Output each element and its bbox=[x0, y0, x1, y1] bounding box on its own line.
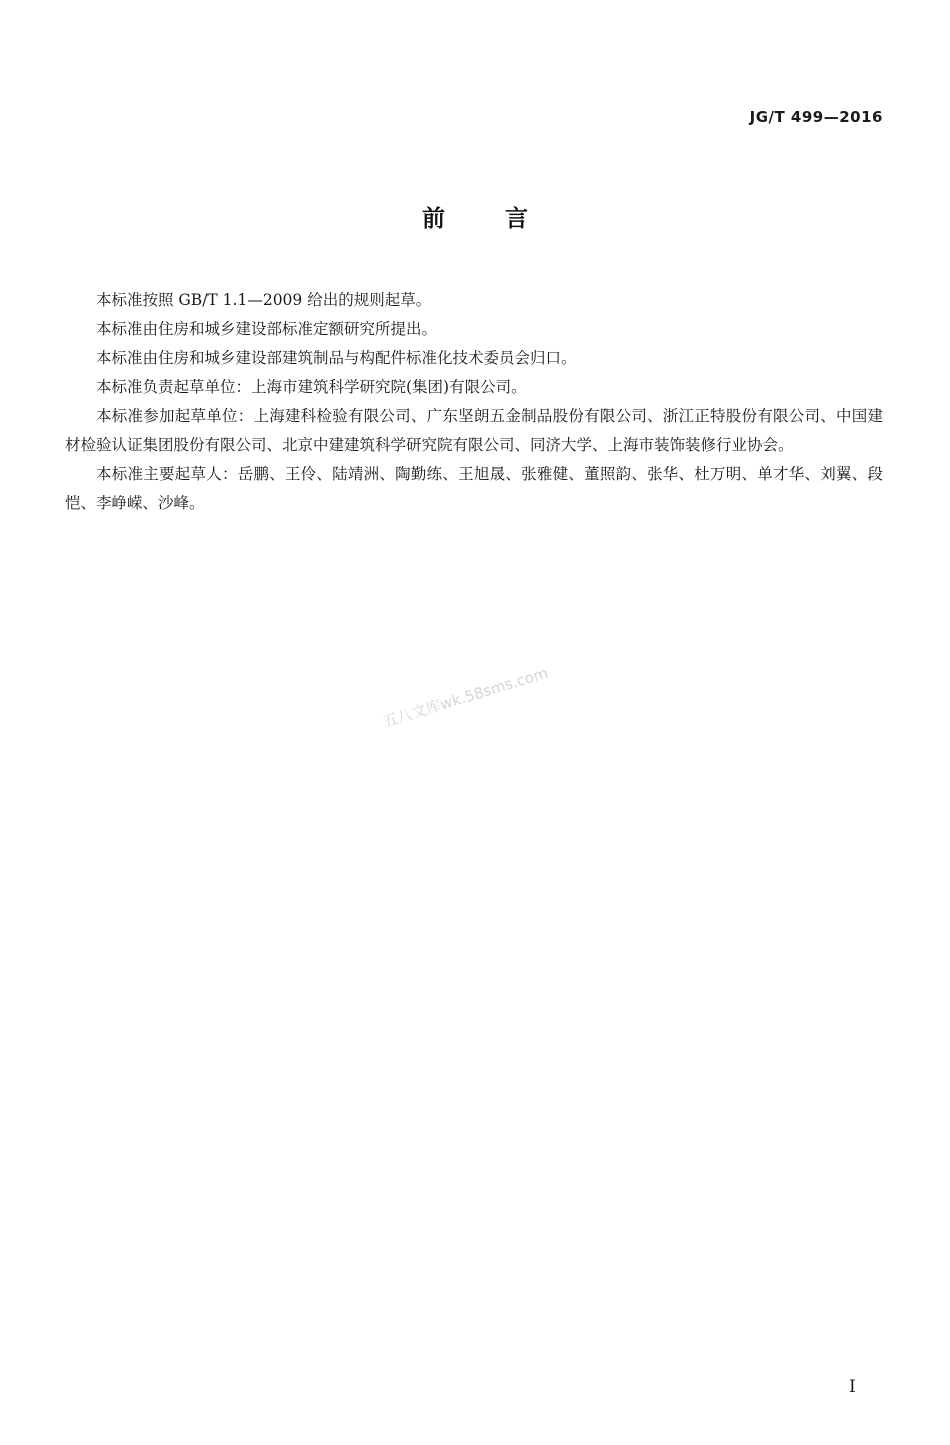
standard-code: JG/T 499—2016 bbox=[749, 108, 883, 126]
preface-paragraph-lead-drafter: 本标准负责起草单位：上海市建筑科学研究院(集团)有限公司。 bbox=[96, 378, 527, 396]
preface-paragraph-drafting-rules: 本标准按照 GB/T 1.1—2009 给出的规则起草。 bbox=[96, 291, 432, 309]
watermark: 五八文库wk.58sms.com bbox=[380, 663, 551, 732]
preface-body bbox=[65, 286, 883, 518]
preface-paragraph-main-drafters: 本标准主要起草人：岳鹏、王伶、陆靖洲、陶勤练、王旭晟、张雅健、董照韵、张华、杜万明、单才华、刘翼、段恺、李峥嵘、沙峰。 bbox=[65, 465, 883, 512]
preface-paragraph-participating-units: 本标准参加起草单位：上海建科检验有限公司、广东坚朗五金制品股份有限公司、浙江正特股份有限公司、中国建材检验认证集团股份有限公司、北京中建建筑科学研究院有限公司、同济大学、上海市装饰装修行业协会。 bbox=[65, 407, 883, 454]
page-title: 前言 bbox=[422, 206, 588, 232]
preface-paragraph-technical-committee: 本标准由住房和城乡建设部建筑制品与构配件标准化技术委员会归口。 bbox=[96, 349, 577, 367]
preface-paragraph-proposer: 本标准由住房和城乡建设部标准定额研究所提出。 bbox=[96, 320, 438, 338]
page-number: I bbox=[849, 1377, 856, 1397]
